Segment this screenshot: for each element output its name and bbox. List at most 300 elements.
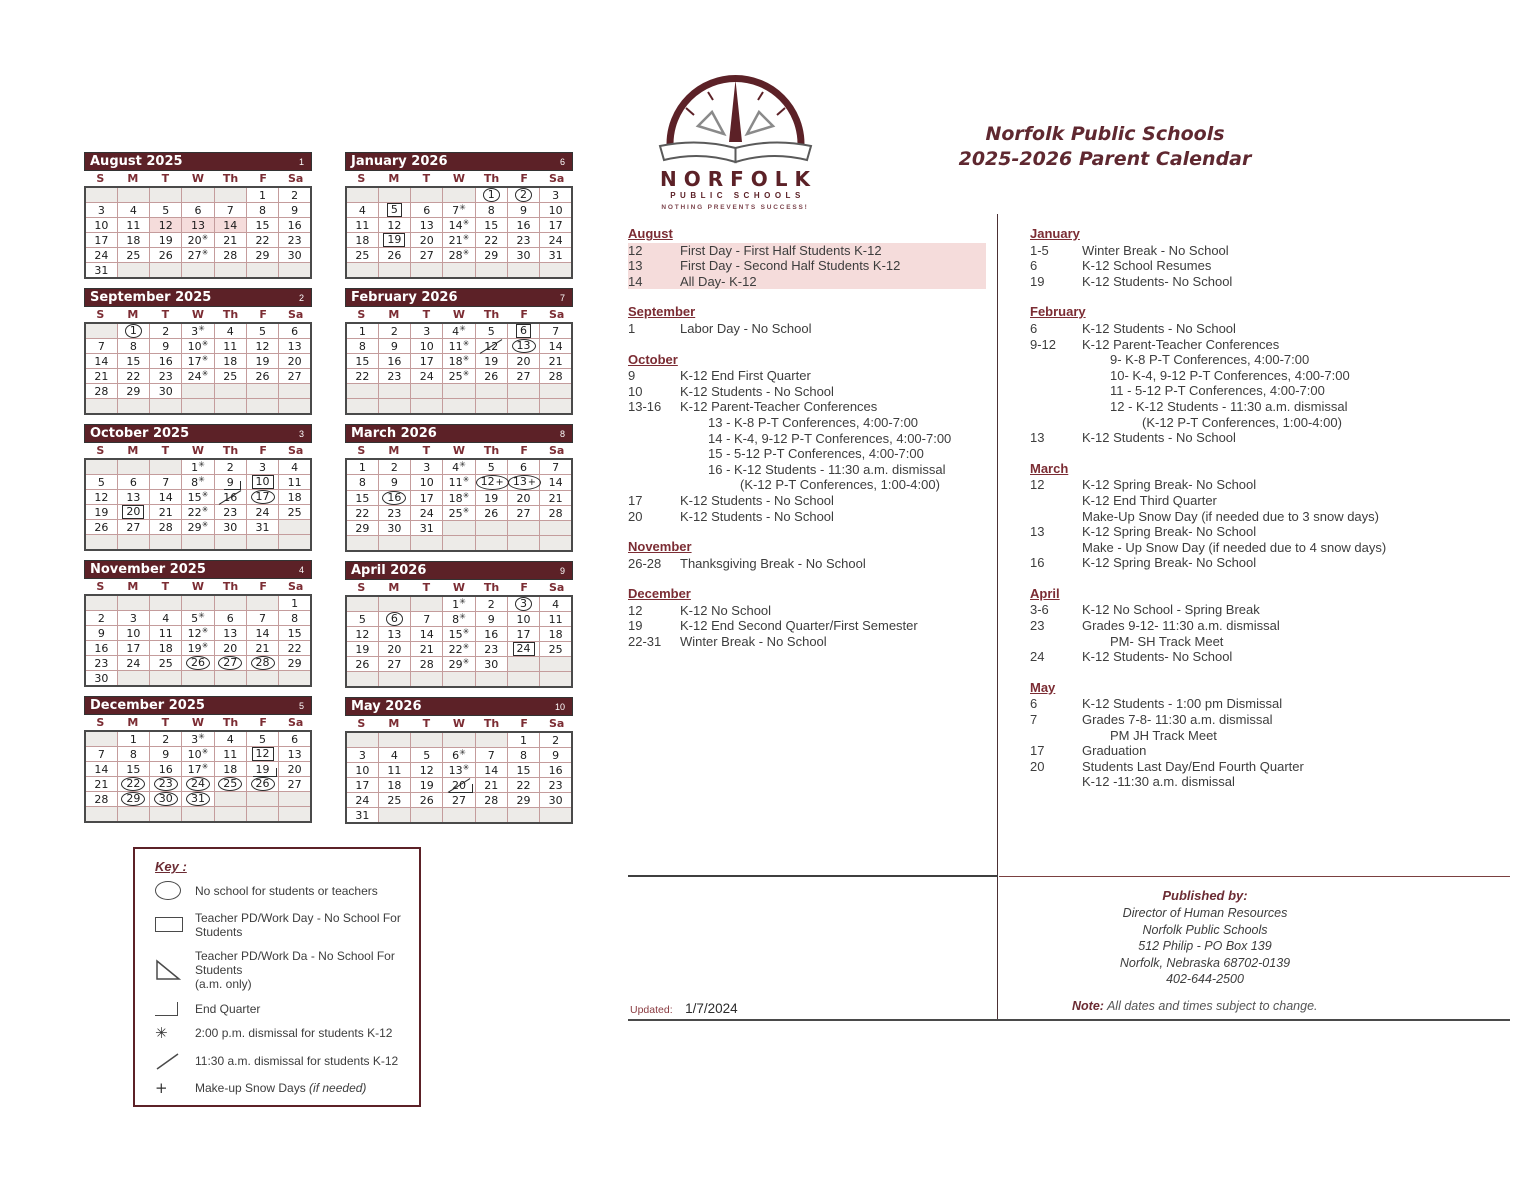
- day-number: 4: [291, 460, 299, 474]
- calendar-day-cell: [214, 475, 246, 490]
- calendar-day-cell: [279, 747, 311, 762]
- calendar-day-cell: [443, 672, 475, 688]
- weekday-label: W: [452, 444, 466, 457]
- calendar-day-cell: [507, 203, 539, 218]
- day-number: 23: [154, 777, 178, 791]
- day-number: 9: [97, 626, 105, 640]
- calendar-day-cell: [411, 323, 443, 339]
- calendar-day-cell: [346, 203, 378, 218]
- calendar-day-cell: [150, 384, 182, 399]
- event-text: K-12 Students - No School: [680, 492, 834, 508]
- circle-icon: [155, 881, 195, 900]
- day-number: 6: [516, 324, 531, 338]
- month-header: [84, 696, 312, 715]
- calendar-day-cell: [279, 459, 311, 475]
- event-text: Labor Day - No School: [680, 320, 812, 336]
- events-month-section: [628, 304, 986, 336]
- dismissal-2pm-star-icon: ✳: [462, 475, 470, 484]
- event-lines: [1082, 618, 1470, 649]
- day-number: 25✳: [448, 368, 470, 383]
- calendar-week-row: [85, 490, 311, 505]
- weekday-label: F: [520, 581, 528, 594]
- calendar-day-cell: [443, 187, 475, 203]
- dismissal-2pm-star-icon: ✳: [459, 459, 466, 469]
- calendar-day-cell: [182, 671, 214, 687]
- calendar-day-cell: [443, 808, 475, 824]
- dismissal-2pm-star-icon: ✳: [201, 519, 209, 529]
- event-text: (K-12 P-T Conferences, 1:00-4:00): [1142, 414, 1342, 430]
- calendar-day-cell: [279, 505, 311, 520]
- page-title: [950, 122, 1260, 172]
- events-month-heading: November: [628, 539, 692, 555]
- day-number: 26: [251, 777, 275, 791]
- calendar-day-cell: [378, 323, 410, 339]
- day-number: 21: [255, 641, 270, 655]
- calendar-day-cell: [346, 506, 378, 521]
- calendar-day-cell: [378, 778, 410, 793]
- calendar-day-cell: [279, 611, 311, 626]
- calendar-week-row: [346, 384, 572, 399]
- dismissal-2pm-star-icon: ✳: [201, 761, 209, 771]
- event-lines: [1082, 430, 1470, 446]
- event-row: [1030, 477, 1470, 524]
- day-number: 19: [158, 233, 173, 247]
- month-title: March 2026: [351, 426, 437, 441]
- day-number: 5: [487, 324, 495, 338]
- published-by-block: [1070, 888, 1340, 988]
- day-number: 2: [226, 460, 234, 474]
- calendar-day-cell: [246, 203, 278, 218]
- published-line: Norfolk, Nebraska 68702-0139: [1119, 955, 1291, 970]
- weekday-label: S: [96, 444, 105, 457]
- day-number: 13: [190, 218, 205, 232]
- calendar-day-cell: [475, 475, 507, 491]
- event-lines: [1082, 524, 1470, 555]
- day-number: 6: [291, 324, 299, 338]
- calendar-day-cell: [214, 656, 246, 671]
- day-number: 30: [484, 657, 499, 671]
- calendar-day-cell: [279, 384, 311, 399]
- calendar-day-cell: [246, 263, 278, 279]
- day-number: 24: [355, 793, 370, 807]
- calendar-day-cell: [346, 642, 378, 657]
- calendar-day-cell: [411, 627, 443, 642]
- day-number: 20: [122, 505, 144, 519]
- day-number: 7: [487, 748, 495, 762]
- calendar-day-cell: [85, 323, 117, 339]
- event-row: [628, 243, 986, 259]
- day-number: 24: [94, 248, 109, 262]
- day-number: 19: [355, 642, 370, 656]
- calendar-day-cell: [540, 399, 572, 415]
- day-number: 22: [355, 369, 370, 383]
- weekday-label: F: [259, 580, 267, 593]
- weekday-label: Th: [222, 172, 239, 185]
- calendar-day-cell: [443, 627, 475, 642]
- month-page-number: 4: [298, 564, 304, 575]
- calendar-week-row: [346, 339, 572, 354]
- day-number: 8: [358, 339, 366, 353]
- events-month-section: [1030, 680, 1470, 790]
- month-calendar: [84, 152, 312, 279]
- calendar-day-cell: [443, 339, 475, 354]
- day-number: 3: [129, 611, 137, 625]
- end-quarter-icon: [155, 1002, 195, 1016]
- calendar-day-cell: [475, 732, 507, 748]
- month-grid: [345, 595, 573, 688]
- calendar-day-cell: [85, 747, 117, 762]
- weekday-header-row: [345, 443, 573, 458]
- day-number: 28: [484, 793, 499, 807]
- day-number: 1: [129, 732, 137, 746]
- day-number: 10: [94, 218, 109, 232]
- day-number: 2: [390, 324, 398, 338]
- calendar-day-cell: [475, 491, 507, 506]
- calendar-day-cell: [443, 323, 475, 339]
- weekday-label: F: [520, 308, 528, 321]
- day-number: 9: [162, 339, 170, 353]
- calendar-day-cell: [411, 187, 443, 203]
- triangle-icon: [155, 959, 195, 981]
- day-number: 1: [358, 324, 366, 338]
- calendar-day-cell: [182, 384, 214, 399]
- event-lines: [680, 509, 986, 525]
- events-month-section: [1030, 461, 1470, 571]
- day-number: 9: [390, 339, 398, 353]
- event-row: [1030, 321, 1470, 337]
- calendar-day-cell: [540, 596, 572, 612]
- month-header: [345, 152, 573, 171]
- updated-date: [630, 1000, 738, 1018]
- day-number: 17: [516, 627, 531, 641]
- month-calendar: [345, 697, 573, 824]
- weekday-label: T: [422, 172, 431, 185]
- day-number: 3: [97, 203, 105, 217]
- event-row: [1030, 743, 1470, 759]
- key-item: [155, 881, 409, 900]
- calendar-day-cell: [378, 763, 410, 778]
- day-number: 9: [162, 747, 170, 761]
- day-number: 30: [516, 248, 531, 262]
- day-number: 18: [158, 641, 173, 655]
- day-number: 12: [255, 339, 270, 353]
- day-number: 8: [487, 203, 495, 217]
- event-row: [628, 603, 986, 619]
- event-lines: [1082, 337, 1470, 431]
- event-row: [1030, 602, 1470, 618]
- calendar-day-cell: [279, 323, 311, 339]
- dismissal-2pm-star-icon: ✳: [462, 490, 470, 500]
- calendar-day-cell: [411, 612, 443, 627]
- event-text: 9- K-8 P-T Conferences, 4:00-7:00: [1110, 352, 1310, 368]
- calendar-day-cell: [246, 369, 278, 384]
- weekday-label: S: [96, 308, 105, 321]
- calendar-day-cell: [346, 748, 378, 763]
- day-number: 12: [419, 763, 434, 777]
- calendar-day-cell: [279, 218, 311, 233]
- weekday-label: Th: [483, 581, 500, 594]
- day-number: 16: [548, 763, 563, 777]
- event-text: 11 - 5-12 P-T Conferences, 4:00-7:00: [1110, 383, 1325, 399]
- events-month-section: [628, 586, 986, 649]
- month-title: May 2026: [351, 699, 422, 714]
- calendar-column-right: [345, 152, 573, 833]
- day-number: 13: [126, 490, 141, 504]
- dismissal-2pm-star-icon: ✳: [201, 625, 209, 635]
- weekday-label: T: [422, 444, 431, 457]
- calendar-day-cell: [507, 218, 539, 233]
- calendar-week-row: [85, 777, 311, 792]
- calendar-day-cell: [475, 233, 507, 248]
- day-number: 22: [287, 641, 302, 655]
- calendar-day-cell: [475, 748, 507, 763]
- day-number: 17✳: [187, 761, 209, 776]
- calendar-day-cell: [150, 656, 182, 671]
- calendar-day-cell: [214, 187, 246, 203]
- day-number: 18: [287, 490, 302, 504]
- calendar-day-cell: [507, 475, 539, 491]
- day-number: 28: [251, 656, 275, 670]
- day-number: 7✳: [452, 202, 466, 217]
- calendar-day-cell: [507, 763, 539, 778]
- day-number: 29: [126, 384, 141, 398]
- calendar-day-cell: [540, 323, 572, 339]
- day-number: 23: [223, 505, 238, 519]
- calendar-day-cell: [475, 521, 507, 536]
- day-number: 5✳: [191, 610, 205, 625]
- calendar-day-cell: [85, 263, 117, 279]
- calendar-day-cell: [150, 505, 182, 520]
- calendar-day-cell: [540, 248, 572, 263]
- calendar-day-cell: [540, 475, 572, 491]
- weekday-label: M: [388, 581, 400, 594]
- calendar-day-cell: [279, 475, 311, 490]
- calendar-week-row: [346, 612, 572, 627]
- day-number: 18: [126, 233, 141, 247]
- calendar-day-cell: [540, 808, 572, 824]
- event-text: K-12 Spring Break- No School: [1082, 555, 1257, 571]
- day-number: 25: [158, 656, 173, 670]
- day-number: 30: [387, 521, 402, 535]
- calendar-day-cell: [182, 535, 214, 551]
- day-number: 21: [484, 778, 499, 792]
- day-number: 22✳: [187, 504, 209, 519]
- month-title: January 2026: [351, 154, 448, 169]
- calendar-day-cell: [85, 459, 117, 475]
- calendar-week-row: [85, 384, 311, 399]
- calendar-day-cell: [150, 611, 182, 626]
- day-number: 4: [552, 597, 560, 611]
- calendar-day-cell: [443, 748, 475, 763]
- event-date: 22-31: [628, 634, 662, 650]
- day-number: 15✳: [448, 626, 470, 641]
- day-number: 21: [94, 369, 109, 383]
- event-row: [628, 556, 986, 572]
- weekday-header-row: [345, 716, 573, 731]
- calendar-day-cell: [85, 187, 117, 203]
- dismissal-2pm-star-icon: ✳: [201, 353, 209, 363]
- calendar-day-cell: [279, 233, 311, 248]
- calendar-day-cell: [443, 536, 475, 552]
- dismissal-2pm-star-icon: ✳: [201, 640, 209, 650]
- day-number: 19✳: [187, 640, 209, 655]
- calendar-day-cell: [346, 536, 378, 552]
- calendar-day-cell: [507, 521, 539, 536]
- calendar-day-cell: [246, 792, 278, 807]
- event-row: [1030, 524, 1470, 555]
- weekday-label: Sa: [549, 172, 565, 185]
- day-number: 21: [419, 642, 434, 656]
- weekday-label: Th: [483, 444, 500, 457]
- day-number: 1: [125, 324, 142, 338]
- day-number: 23: [287, 233, 302, 247]
- day-number: 30: [287, 248, 302, 262]
- day-number: 22: [355, 506, 370, 520]
- day-number: 25: [548, 642, 563, 656]
- day-number: 4: [358, 203, 366, 217]
- day-number: 19: [255, 354, 270, 368]
- calendar-day-cell: [507, 384, 539, 399]
- calendar-day-cell: [540, 233, 572, 248]
- calendar-day-cell: [85, 807, 117, 823]
- calendar-day-cell: [378, 748, 410, 763]
- day-number: 30: [94, 671, 109, 685]
- dismissal-2pm-star-icon: ✳: [462, 368, 470, 378]
- day-number: 23: [387, 369, 402, 383]
- day-number: 18: [548, 627, 563, 641]
- calendar-week-row: [346, 369, 572, 384]
- calendar-day-cell: [475, 536, 507, 552]
- calendar-day-cell: [214, 595, 246, 611]
- event-date: 23: [1030, 618, 1045, 634]
- calendar-day-cell: [411, 354, 443, 369]
- weekday-label: F: [520, 444, 528, 457]
- day-number: 6: [291, 732, 299, 746]
- calendar-day-cell: [443, 732, 475, 748]
- dismissal-2pm-star-icon: ✳: [198, 474, 205, 484]
- event-text: K-12 Spring Break- No School: [1082, 477, 1257, 493]
- event-text: K-12 End First Quarter: [680, 368, 811, 384]
- calendar-day-cell: [346, 596, 378, 612]
- day-number: 9: [291, 203, 299, 217]
- day-number: 30: [223, 520, 238, 534]
- month-grid: [84, 322, 312, 415]
- weekday-label: S: [357, 172, 366, 185]
- day-number: 16: [387, 354, 402, 368]
- calendar-day-cell: [182, 490, 214, 505]
- calendar-day-cell: [475, 506, 507, 521]
- calendar-day-cell: [378, 233, 410, 248]
- calendar-day-cell: [507, 248, 539, 263]
- day-number: 29✳: [187, 519, 209, 534]
- calendar-day-cell: [378, 536, 410, 552]
- calendar-day-cell: [540, 763, 572, 778]
- dismissal-2pm-star-icon: ✳: [201, 338, 209, 348]
- event-lines: [680, 634, 986, 650]
- dismissal-2pm-star-icon: ✳: [462, 338, 470, 348]
- event-date: 13: [1030, 524, 1045, 540]
- calendar-day-cell: [443, 203, 475, 218]
- calendar-day-cell: [475, 369, 507, 384]
- calendar-day-cell: [117, 490, 149, 505]
- day-number: 15: [355, 491, 370, 505]
- event-text: First Day - Second Half Students K-12: [680, 258, 901, 274]
- calendar-day-cell: [214, 671, 246, 687]
- event-lines: [1082, 555, 1470, 571]
- day-number: 5: [423, 748, 431, 762]
- event-date: 9-12: [1030, 336, 1057, 352]
- calendar-day-cell: [150, 187, 182, 203]
- event-text: 13 - K-8 P-T Conferences, 4:00-7:00: [708, 414, 919, 430]
- calendar-day-cell: [346, 521, 378, 536]
- calendar-day-cell: [150, 369, 182, 384]
- day-number: 29: [287, 656, 302, 670]
- calendar-day-cell: [214, 641, 246, 656]
- event-date: 6: [1030, 258, 1038, 274]
- weekday-label: T: [161, 580, 170, 593]
- event-lines: [1082, 321, 1470, 337]
- calendar-day-cell: [246, 762, 278, 777]
- day-number: 27: [126, 520, 141, 534]
- day-number: 8: [358, 476, 366, 489]
- day-number: 27: [419, 248, 434, 262]
- events-column-right: [1030, 226, 1470, 805]
- calendar-day-cell: [378, 399, 410, 415]
- event-text: K-12 School Resumes: [1082, 258, 1212, 274]
- calendar-week-row: [85, 641, 311, 656]
- weekday-label: T: [161, 172, 170, 185]
- calendar-day-cell: [246, 641, 278, 656]
- calendar-day-cell: [117, 595, 149, 611]
- calendar-day-cell: [443, 491, 475, 506]
- month-calendar: [345, 152, 573, 279]
- event-row: [1030, 337, 1470, 431]
- calendar-day-cell: [214, 339, 246, 354]
- calendar-day-cell: [475, 672, 507, 688]
- calendar-week-row: [346, 596, 572, 612]
- calendar-day-cell: [117, 535, 149, 551]
- calendar-day-cell: [411, 218, 443, 233]
- calendar-day-cell: [214, 777, 246, 792]
- weekday-label: Sa: [549, 444, 565, 457]
- weekday-label: S: [96, 716, 105, 729]
- calendar-day-cell: [507, 672, 539, 688]
- day-number: 24: [513, 642, 535, 656]
- calendar-day-cell: [507, 793, 539, 808]
- day-number: 10: [126, 626, 141, 640]
- key-heading: Key :: [155, 859, 187, 874]
- day-number: 20: [287, 762, 302, 776]
- day-number: 25: [223, 369, 238, 383]
- updated-label: Updated:: [630, 1004, 673, 1016]
- calendar-day-cell: [182, 399, 214, 415]
- calendar-day-cell: [182, 233, 214, 248]
- day-number: 19: [94, 505, 109, 519]
- calendar-day-cell: [378, 627, 410, 642]
- calendar-week-row: [85, 475, 311, 490]
- calendar-day-cell: [507, 808, 539, 824]
- event-text: PM- SH Track Meet: [1110, 633, 1224, 649]
- calendar-day-cell: [85, 731, 117, 747]
- calendar-day-cell: [150, 520, 182, 535]
- calendar-day-cell: [475, 459, 507, 475]
- calendar-day-cell: [378, 459, 410, 475]
- calendar-week-row: [85, 731, 311, 747]
- day-number: 14: [255, 626, 270, 640]
- calendar-day-cell: [411, 491, 443, 506]
- calendar-day-cell: [117, 323, 149, 339]
- day-number: 11: [387, 763, 402, 777]
